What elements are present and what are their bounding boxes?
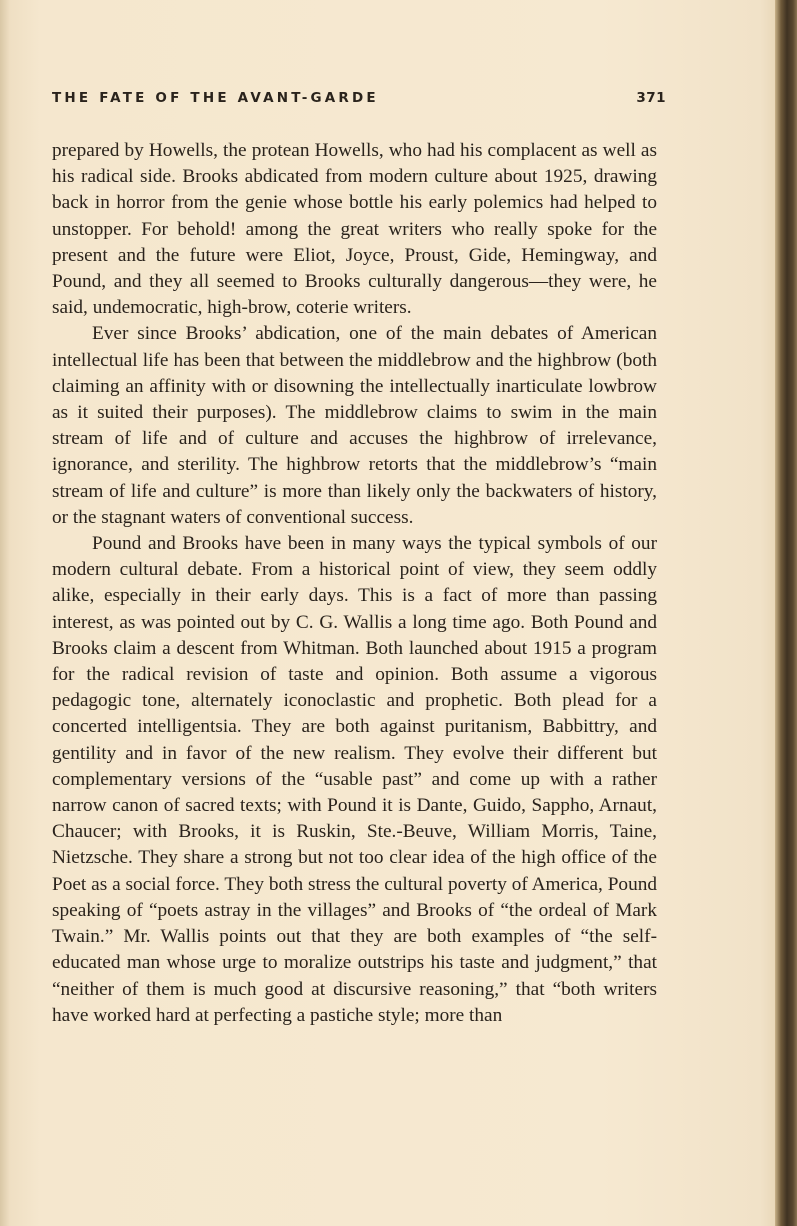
book-spine-shadow: [775, 0, 797, 1226]
paragraph: prepared by Howells, the protean Howells, who had his complacent as well as his radical side. Brooks abdicated from modern culture about 1925, drawing back in horror from the genie whose bottle his early polemics had helped to unstopper. For behold! among the great writers who really spoke for the present and the future were Eliot, Joyce, Proust, Gide, Hemingway, and Pound, and they all seemed to Brooks culturally dangerous—they were, he said, undemocratic, high-brow, coterie writers.: [52, 140, 657, 319]
paragraph: Pound and Brooks have been in many ways the typical symbols of our modern cultural debate. From a historical point of view, they seem oddly alike, especially in their early days. This is a fact of more than passing interest, as was pointed out by C. G. Wallis a long time ago. Both Pound and Brooks claim a descent from Whitman. Both launched about 1915 a program for the radical revision of taste and opinion. Both assume a vigorous pedagogic tone, alternately iconoclastic and prophetic. Both plead for a concerted intelligentsia. They are both against puritanism, Babbittry, and gentility and in favor of the new realism. They evolve their different but complementary versions of the “usable past” and come up with a rather narrow canon of sacred texts; with Pound it is Dante, Guido, Sappho, Arnaut, Chaucer; with Brooks, it is Ruskin, Ste.-Beuve, William Morris, Taine, Nietzsche. They share a strong but not too clear idea of the high office of the Poet as a social force. They both stress the cultural poverty of America, Pound speaking of “poets astray in the villages” and Brooks of “the ordeal of Mark Twain.” Mr. Wallis points out that they are both examples of “the self-educated man whose urge to moralize outstrips his taste and judgment,” that “neither of them is much good at discursive reasoning,” that “both writers have worked hard at perfecting a pastiche style; more than: [52, 533, 657, 1026]
page-header: [52, 90, 666, 114]
running-head: THE FATE OF THE AVANT-GARDE: [52, 90, 379, 106]
page-number: 371: [636, 90, 666, 106]
paragraph: Ever since Brooks’ abdication, one of the main debates of American intellectual life has been that between the middlebrow and the highbrow (both claiming an affinity with or disowning the intellectually inarticulate lowbrow as it suited their purposes). The middlebrow claims to swim in the main stream of life and of culture and accuses the highbrow of irrelevance, ignorance, and sterility. The highbrow retorts that the middlebrow’s “main stream of life and culture” is more than likely only the backwaters of history, or the stagnant waters of conventional success.: [52, 323, 657, 528]
page-body: [52, 138, 657, 1029]
